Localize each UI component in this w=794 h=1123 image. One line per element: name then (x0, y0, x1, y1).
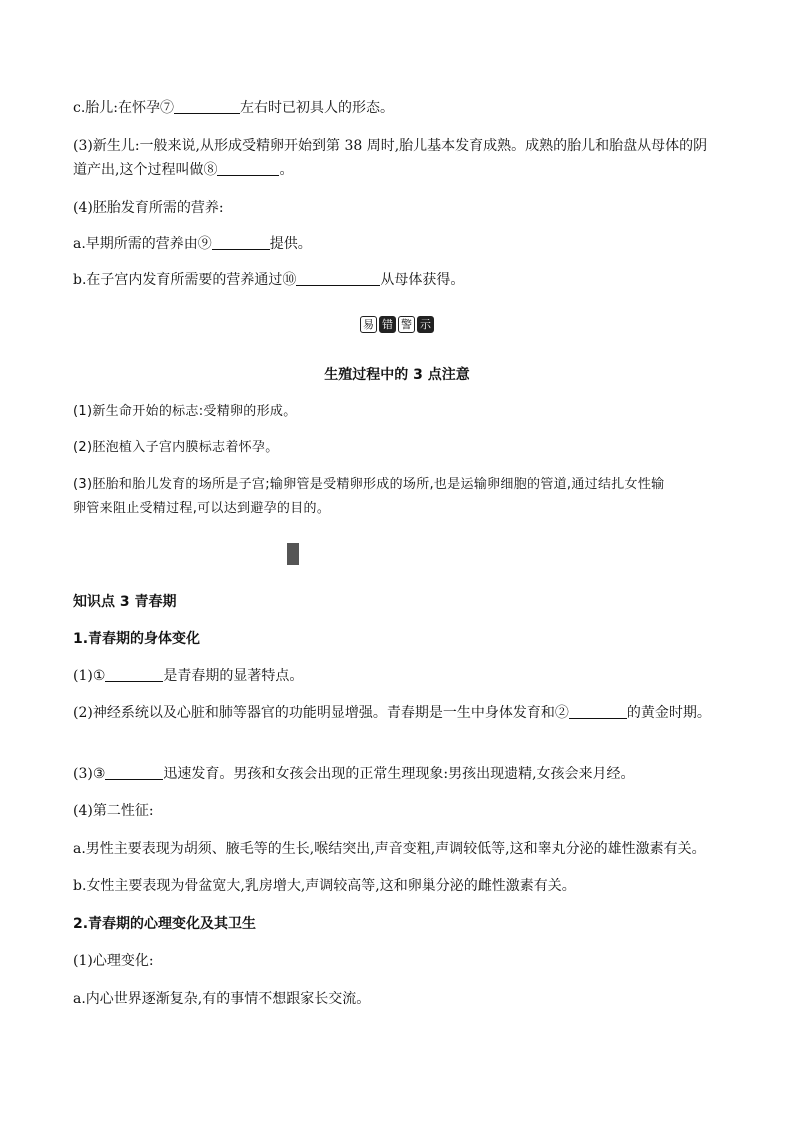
line-puberty-3: (3)③ 迅速发育。男孩和女孩会出现的正常生理现象:男孩出现遗精,女孩会来月经。 (73, 762, 723, 786)
section-divider-block (287, 543, 299, 565)
line-newborn: (3)新生儿:一般来说,从形成受精卵开始到第 38 周时,胎儿基本发育成熟。成熟的胎儿和胎盘从母体的阴 (73, 138, 708, 154)
fill-blank-1[interactable] (105, 665, 163, 682)
line-nutrition-heading: (4)胚胎发育所需的营养: (73, 200, 224, 216)
line-nutrition-early: a.早期所需的营养由⑨ 提供。 (73, 232, 723, 256)
line-female-traits: b.女性主要表现为骨盆宽大,乳房增大,声调较高等,这和卵巢分泌的雌性激素有关。 (73, 878, 576, 894)
badge-char: 错 (379, 316, 396, 333)
circle-number-7: ⑦ (160, 100, 175, 116)
line-male-traits: a.男性主要表现为胡须、腋毛等的生长,喉结突出,声音变粗,声调较低等,这和睾丸分泌的雄性激素有关。 (73, 841, 706, 857)
line-newborn-cont: 道产出,这个过程叫做⑧ 。 (73, 158, 723, 182)
fill-blank-9[interactable] (212, 233, 270, 250)
fill-blank-3[interactable] (105, 763, 163, 780)
fill-blank-10[interactable] (296, 269, 380, 286)
line-psych-a: a.内心世界逐渐复杂,有的事情不想跟家长交流。 (73, 991, 371, 1007)
circle-number-2: ② (554, 705, 569, 721)
circle-number-9: ⑨ (197, 236, 212, 252)
badge-char: 易 (360, 316, 377, 333)
note-item-3-cont: 卵管来阻止受精过程,可以达到避孕的目的。 (73, 501, 331, 516)
circle-number-10: ⑩ (282, 272, 297, 288)
note-title: 生殖过程中的 3 点注意 (324, 367, 470, 383)
line-puberty-2: (2)神经系统以及心脏和肺等器官的功能明显增强。青春期是一生中身体发育和② 的黄金时期。 (73, 701, 723, 725)
line-puberty-1: (1)① 是青春期的显著特点。 (73, 664, 723, 688)
note-item-1: (1)新生命开始的标志:受精卵的形成。 (73, 404, 297, 419)
line-fetus: c.胎儿:在怀孕⑦ 左右时已初具人的形态。 (73, 96, 723, 120)
badge-char: 警 (398, 316, 415, 333)
section-heading: 知识点 3 青春期 (73, 594, 177, 610)
line-sex-traits: (4)第二性征: (73, 803, 154, 819)
line-nutrition-uterus: b.在子宫内发育所需要的营养通过⑩ 从母体获得。 (73, 268, 723, 292)
error-warning-badge (0, 316, 794, 333)
fill-blank-8[interactable] (217, 159, 279, 176)
fill-blank-2[interactable] (569, 702, 627, 719)
subsection-body-changes: 1.青春期的身体变化 (73, 631, 201, 647)
fill-blank-7[interactable] (174, 97, 240, 114)
subsection-psych-changes: 2.青春期的心理变化及其卫生 (73, 916, 257, 932)
circle-number-8: ⑧ (203, 162, 218, 178)
note-item-3: (3)胚胎和胎儿发育的场所是子宫;输卵管是受精卵形成的场所,也是运输卵细胞的管道,通过结扎女性输 (73, 477, 665, 492)
badge-char: 示 (417, 316, 434, 333)
note-item-2: (2)胚泡植入子宫内膜标志着怀孕。 (73, 440, 279, 455)
line-psych-heading: (1)心理变化: (73, 953, 154, 969)
